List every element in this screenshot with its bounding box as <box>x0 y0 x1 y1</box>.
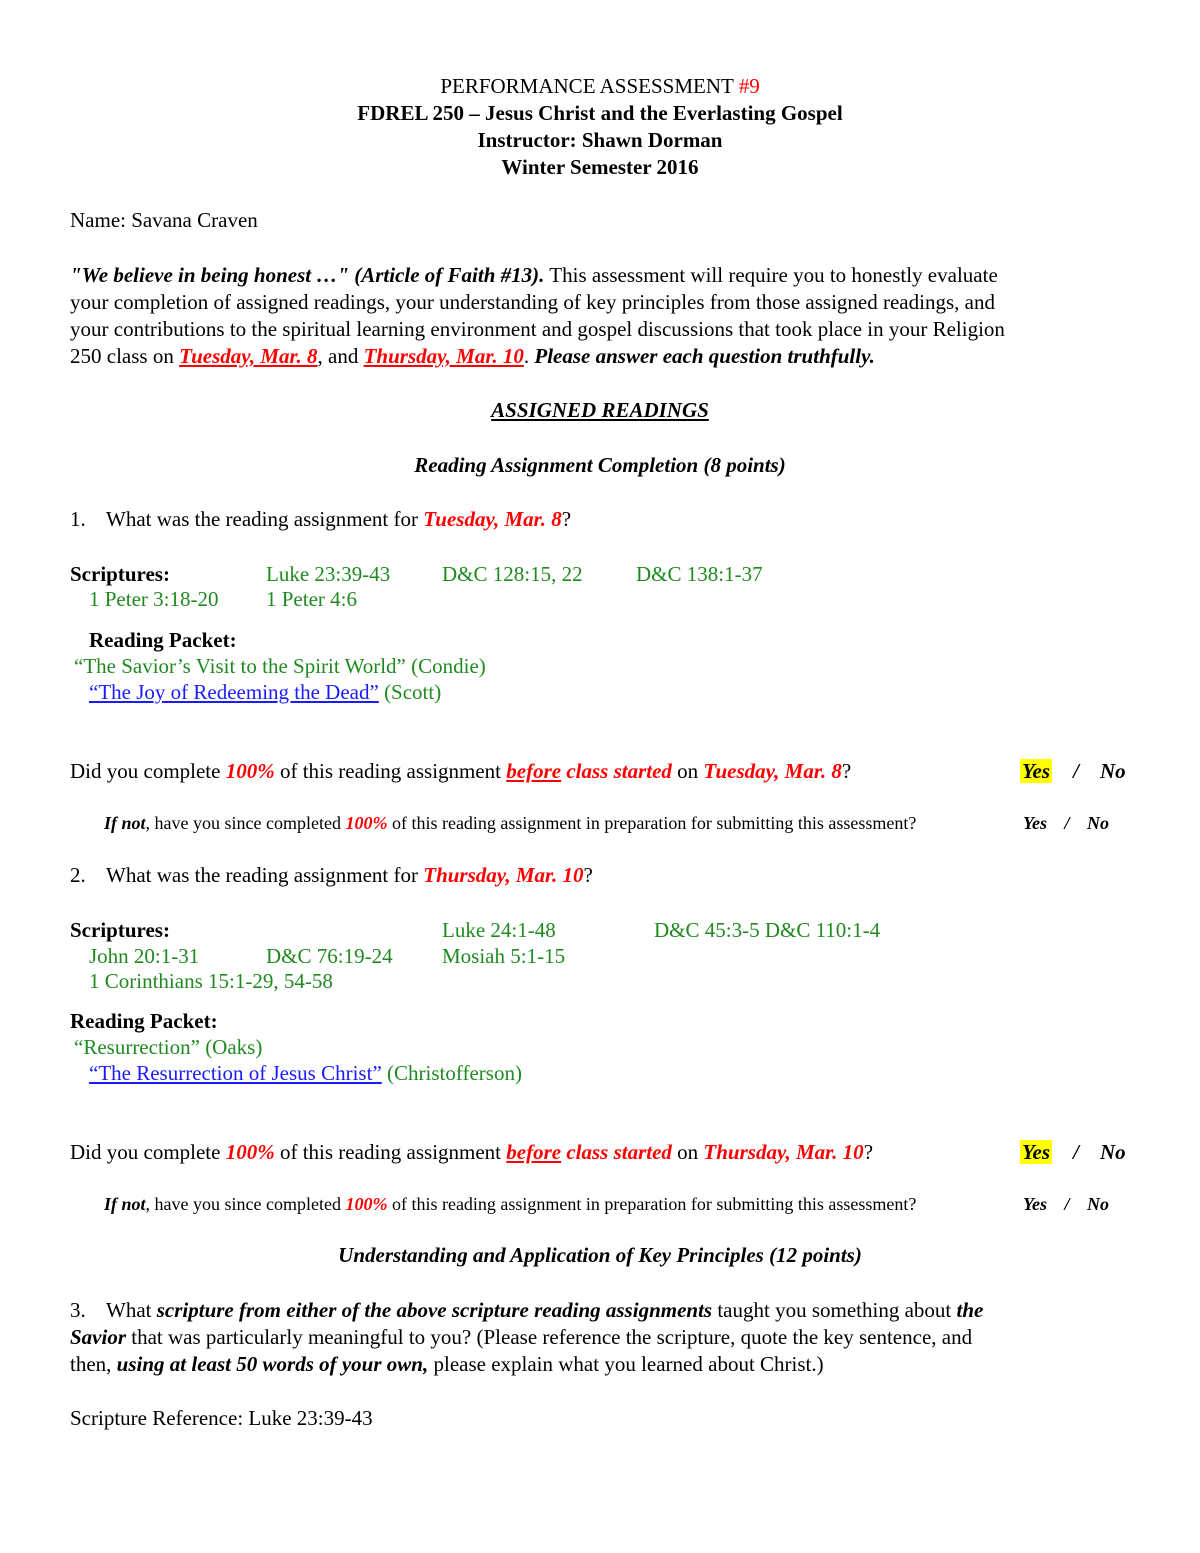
q2-ifnot-answer: Yes / No <box>1023 1194 1109 1214</box>
q2-packet-item-2: “The Resurrection of Jesus Christ” (Christofferson) <box>89 1061 522 1085</box>
q2-scripture-2: D&C 45:3-5 D&C 110:1-4 <box>654 918 881 942</box>
yes-option[interactable]: Yes <box>1023 1194 1047 1214</box>
completion-heading: Reading Assignment Completion (8 points) <box>414 453 786 477</box>
q1-ifnot-question: If not, have you since completed 100% of this reading assignment in preparation for submitting this assessment? <box>104 813 917 833</box>
q1-scripture-4: 1 Peter 3:18-20 <box>89 587 219 611</box>
q2-scripture-6: 1 Corinthians 15:1-29, 54-58 <box>89 969 333 993</box>
semester-line: Winter Semester 2016 <box>501 155 699 179</box>
q2-packet-label: Reading Packet: <box>70 1009 218 1033</box>
instructor-line: Instructor: Shawn Dorman <box>477 128 723 152</box>
student-name: Name: Savana Craven <box>70 208 258 232</box>
yes-selected[interactable]: Yes <box>1022 759 1050 783</box>
assigned-readings-heading: ASSIGNED READINGS <box>491 398 709 422</box>
no-option[interactable]: No <box>1100 759 1126 783</box>
q1-scripture-2: D&C 128:15, 22 <box>442 562 583 586</box>
q1-question: What was the reading assignment for Tuesday, Mar. 8? <box>106 507 572 531</box>
no-option[interactable]: No <box>1100 1140 1126 1164</box>
q2-scriptures-label: Scriptures: <box>70 918 170 942</box>
q1-scripture-3: D&C 138:1-37 <box>636 562 763 586</box>
q2-ifnot-question: If not, have you since completed 100% of this reading assignment in preparation for submitting this assessment? <box>104 1194 917 1214</box>
q1-number: 1. <box>70 507 86 531</box>
q3-line-1: What scripture from either of the above scripture reading assignments taught you something about the <box>106 1298 984 1322</box>
intro-line-2: your completion of assigned readings, your understanding of key principles from those assigned readings, and <box>70 290 995 314</box>
q1-packet-item-2: “The Joy of Redeeming the Dead” (Scott) <box>89 680 442 704</box>
q2-number: 2. <box>70 863 86 887</box>
intro-line-4: 250 class on Tuesday, Mar. 8, and Thursday, Mar. 10. Please answer each question truthfully. <box>70 344 875 368</box>
q1-scriptures-label: Scriptures: <box>70 562 170 586</box>
no-option[interactable]: No <box>1087 813 1109 833</box>
q2-completion-answer: Yes / No <box>1022 1140 1126 1164</box>
assessment-title: PERFORMANCE ASSESSMENT #9 <box>440 74 760 98</box>
q2-packet-item-1: “Resurrection” (Oaks) <box>74 1035 263 1059</box>
course-title: FDREL 250 – Jesus Christ and the Everlasting Gospel <box>357 101 843 125</box>
q1-scripture-5: 1 Peter 4:6 <box>266 587 357 611</box>
yes-option[interactable]: Yes <box>1023 813 1047 833</box>
yes-selected[interactable]: Yes <box>1022 1140 1050 1164</box>
q3-number: 3. <box>70 1298 86 1322</box>
q2-scripture-4: D&C 76:19-24 <box>266 944 393 968</box>
q2-packet-link[interactable]: “The Resurrection of Jesus Christ” <box>89 1061 382 1085</box>
intro-line-1: "We believe in being honest …" (Article of Faith #13). This assessment will require you to honestly evaluate <box>70 263 998 287</box>
q2-completion-question: Did you complete 100% of this reading assignment before class started on Thursday, Mar. 10? <box>70 1140 874 1164</box>
q2-question: What was the reading assignment for Thursday, Mar. 10? <box>106 863 593 887</box>
understanding-heading: Understanding and Application of Key Principles (12 points) <box>338 1243 862 1267</box>
q2-scripture-1: Luke 24:1-48 <box>442 918 556 942</box>
no-option[interactable]: No <box>1087 1194 1109 1214</box>
q1-packet-item-1: “The Savior’s Visit to the Spirit World” (Condie) <box>74 654 486 678</box>
q1-packet-label: Reading Packet: <box>89 628 237 652</box>
q1-ifnot-answer: Yes / No <box>1023 813 1109 833</box>
q2-scripture-3: John 20:1-31 <box>89 944 200 968</box>
scripture-reference: Scripture Reference: Luke 23:39-43 <box>70 1406 373 1430</box>
intro-line-3: your contributions to the spiritual learning environment and gospel discussions that took place in your Religion <box>70 317 1005 341</box>
q3-line-2: Savior that was particularly meaningful to you? (Please reference the scripture, quote the key sentence, and <box>70 1325 973 1349</box>
q3-line-3: then, using at least 50 words of your own, please explain what you learned about Christ.) <box>70 1352 824 1376</box>
q1-completion-answer: Yes / No <box>1022 759 1126 783</box>
q2-scripture-5: Mosiah 5:1-15 <box>442 944 566 968</box>
q1-completion-question: Did you complete 100% of this reading assignment before class started on Tuesday, Mar. 8? <box>70 759 852 783</box>
q1-scripture-1: Luke 23:39-43 <box>266 562 391 586</box>
q1-packet-link[interactable]: “The Joy of Redeeming the Dead” <box>89 680 379 704</box>
